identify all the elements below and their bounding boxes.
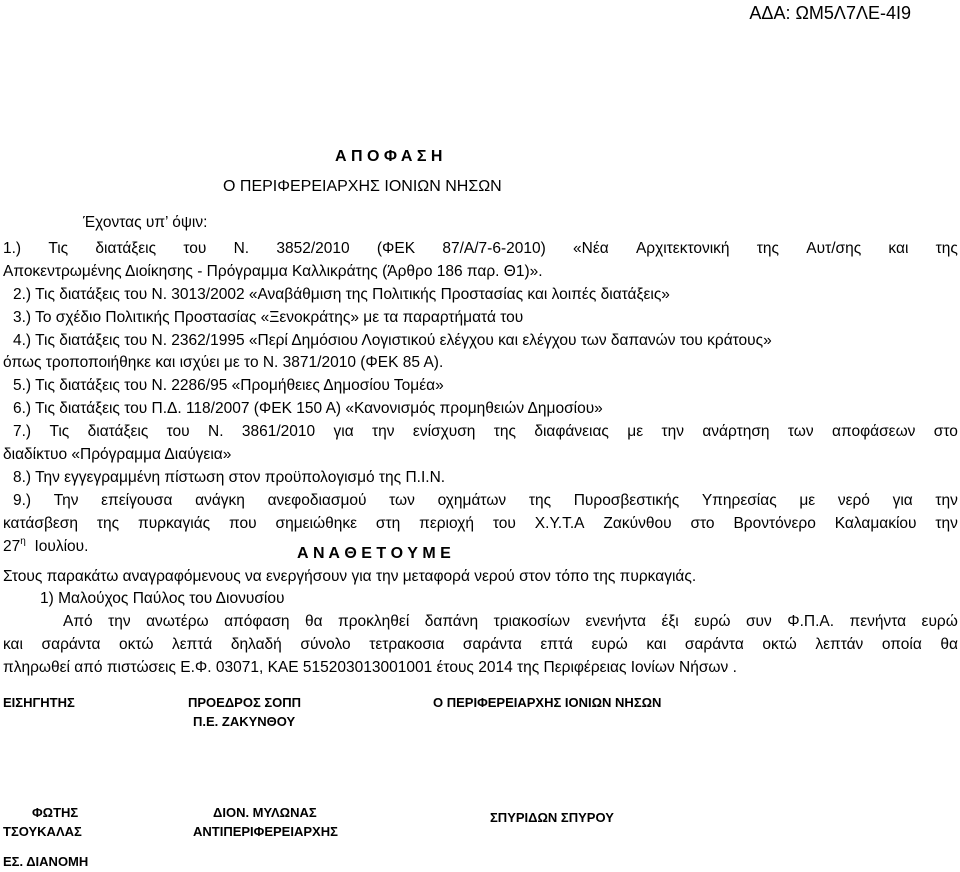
word: λεπτά xyxy=(172,636,213,653)
word: προκληθεί xyxy=(338,613,410,630)
word: τετρακοσια xyxy=(369,636,445,653)
word: διατάξεις xyxy=(87,423,149,440)
deputy-governor-title: ΑΝΤΙΠΕΡΙΦΕΡΕΙΑΡΧΗΣ xyxy=(193,824,338,839)
word: ανάγκη xyxy=(195,492,245,509)
word: συν xyxy=(745,613,772,630)
word: περιοχή xyxy=(419,515,474,532)
word: έξι xyxy=(661,613,679,630)
word: την xyxy=(935,515,958,532)
word: για xyxy=(333,423,354,440)
word: Αυτ/σης xyxy=(806,240,862,257)
word: 87/Α/7-6-2010) xyxy=(442,240,546,257)
word: Ζακύνθου xyxy=(603,515,672,532)
word: (ΦΕΚ xyxy=(376,240,416,257)
word: 3861/2010 xyxy=(241,423,316,440)
word: 3852/2010 xyxy=(276,240,350,257)
sopp-chair-title: ΠΡΟΕΔΡΟΣ ΣΟΠΠ xyxy=(188,695,302,710)
authority-heading: Ο ΠΕΡΙΦΕΡΕΙΑΡΧΗΣ ΙΟΝΙΩΝ ΝΗΣΩΝ xyxy=(223,178,502,195)
word: Τις xyxy=(48,240,69,257)
cost-line-2 xyxy=(3,635,958,655)
word: απόφαση xyxy=(224,613,290,630)
rapporteur-title: ΕΙΣΗΓΗΤΗΣ xyxy=(3,695,75,710)
cost-line-3: πληρωθεί από πιστώσεις Ε.Φ. 03071, ΚΑΕ 515203013001001 έτους 2014 της Περιφέρειας Ιονίων Νήσων . xyxy=(3,659,737,676)
word: και xyxy=(646,636,667,653)
decision-title: Α Π Ο Φ Α Σ Η xyxy=(335,148,443,165)
item-8: 8.) Την εγγεγραμμένη πίστωση στον προϋπολογισμό της Π.Ι.Ν. xyxy=(13,469,446,486)
deputy-governor-name: ΔΙΟΝ. ΜΥΛΩΝΑΣ xyxy=(213,805,317,820)
word: δηλαδή xyxy=(230,636,282,653)
word: των xyxy=(389,492,415,509)
word: ευρώ xyxy=(921,613,958,630)
word: Πυροσβεστικής xyxy=(573,492,680,509)
word: Καλαμακίου xyxy=(834,515,917,532)
item-6: 6.) Τις διατάξεις του Π.Δ. 118/2007 (ΦΕΚ 150 Α) «Κανονισμός προμηθειών Δημοσίου» xyxy=(13,400,603,417)
word: 9.) xyxy=(13,492,32,509)
word: Φ.Π.Α. xyxy=(787,613,835,630)
word: Ν. xyxy=(208,423,224,440)
word: επείγουσα xyxy=(101,492,173,509)
word: σύνολο xyxy=(300,636,351,653)
word: πυρκαγιάς xyxy=(138,515,211,532)
word: σαράντα xyxy=(462,636,522,653)
word: Χ.Υ.Τ.Α xyxy=(534,515,585,532)
word: ανωτέρω xyxy=(146,613,209,630)
word: της xyxy=(528,492,552,509)
item-9-line-1 xyxy=(13,491,958,511)
word: την xyxy=(661,423,684,440)
recipient-line: 1) Μαλούχος Παύλος του Διονυσίου xyxy=(40,590,285,607)
item-3: 3.) Το σχέδιο Πολιτικής Προστασίας «Ξενοκράτης» με τα παραρτήματά του xyxy=(13,309,524,326)
rapporteur-surname: ΤΣΟΥΚΑΛΑΣ xyxy=(3,824,82,839)
word: της xyxy=(493,423,516,440)
item-1-line-2: Αποκεντρωμένης Διοίκησης - Πρόγραμμα Καλλικράτης (Άρθρο 186 παρ. Θ1)». xyxy=(3,263,543,280)
word: ενενήντα xyxy=(585,613,646,630)
word: νερό xyxy=(837,492,870,509)
word: οκτώ xyxy=(762,636,797,653)
word: οκτώ xyxy=(119,636,154,653)
governor-title: Ο ΠΕΡΙΦΕΡΕΙΑΡΧΗΣ ΙΟΝΙΩΝ ΝΗΣΩΝ xyxy=(433,695,662,710)
word: Από xyxy=(63,613,93,630)
word: του xyxy=(166,423,190,440)
word: με xyxy=(627,423,644,440)
word: της xyxy=(96,515,120,532)
word: επτά xyxy=(540,636,573,653)
item-7-line-2: διαδίκτυο «Πρόγραμμα Διαύγεια» xyxy=(3,446,232,463)
decide-title: Α Ν Α Θ Ε Τ Ο Υ Μ Ε xyxy=(297,545,451,562)
word: του xyxy=(183,240,207,257)
word: οποία xyxy=(881,636,922,653)
word: στο xyxy=(933,423,958,440)
having-regard-label: Έχοντας υπ’ όψιν: xyxy=(83,214,208,231)
ada-code: ΑΔΑ: ΩΜ5Λ7ΛΕ-4Ι9 xyxy=(749,3,911,23)
word: Αρχιτεκτονική xyxy=(635,240,730,257)
cost-line-1 xyxy=(63,612,958,632)
word: στο xyxy=(690,515,715,532)
word: την xyxy=(935,492,958,509)
word: ανάρτηση xyxy=(702,423,770,440)
item-2: 2.) Τις διατάξεις του Ν. 3013/2002 «Αναβάθμιση της Πολιτικής Προστασίας και λοιπές διατάξεις» xyxy=(13,286,670,303)
word: λεπτάν xyxy=(815,636,864,653)
item-9-day-suffix: η xyxy=(20,536,26,547)
word: θα xyxy=(305,613,323,630)
word: των xyxy=(787,423,814,440)
internal-distribution: ΕΣ. ΔΙΑΝΟΜΗ xyxy=(3,854,89,869)
word: αποφάσεων xyxy=(832,423,916,440)
item-9-day: 27 xyxy=(3,538,21,555)
word: 7.) xyxy=(13,423,32,440)
word: και xyxy=(888,240,909,257)
governor-name: ΣΠΥΡΙΔΩΝ ΣΠΥΡΟΥ xyxy=(490,810,614,825)
word: για xyxy=(892,492,913,509)
word: της xyxy=(935,240,958,257)
word: Βροντόνερο xyxy=(733,515,816,532)
word: του xyxy=(492,515,516,532)
decide-text: Στους παρακάτω αναγραφόμενους να ενεργήσουν για την μεταφορά νερού στον τόπο της πυρκαγιάς. xyxy=(3,568,697,585)
word: κατάσβεση xyxy=(3,515,78,532)
item-1-line-1 xyxy=(3,239,958,259)
word: ευρώ xyxy=(694,613,731,630)
word: με xyxy=(799,492,816,509)
word: της xyxy=(756,240,780,257)
word: σαράντα xyxy=(684,636,744,653)
word: Τις xyxy=(49,423,70,440)
word: που xyxy=(229,515,257,532)
word: «Νέα xyxy=(573,240,609,257)
word: την xyxy=(108,613,131,630)
word: διαφάνειας xyxy=(534,423,609,440)
word: 1.) xyxy=(3,240,22,257)
item-4-line-2: όπως τροποποιήθηκε και ισχύει με το Ν. 3871/2010 (ΦΕΚ 85 Α). xyxy=(3,354,444,371)
item-9-line-2 xyxy=(3,514,958,534)
word: και xyxy=(3,636,23,653)
word: θα xyxy=(940,636,958,653)
word: την xyxy=(372,423,395,440)
word: δαπάνη xyxy=(424,613,479,630)
word: Υπηρεσίας xyxy=(701,492,777,509)
word: Ν. xyxy=(233,240,250,257)
sopp-chair-unit: Π.Ε. ΖΑΚΥΝΘΟΥ xyxy=(193,714,296,729)
word: τριακοσίων xyxy=(493,613,570,630)
word: σαράντα xyxy=(41,636,101,653)
rapporteur-first-name: ΦΩΤΗΣ xyxy=(32,805,79,820)
word: πενήντα xyxy=(849,613,907,630)
word: σημειώθηκε xyxy=(275,515,358,532)
word: ευρώ xyxy=(591,636,628,653)
word: οχημάτων xyxy=(437,492,507,509)
word: ανεφοδιασμού xyxy=(267,492,367,509)
item-5: 5.) Τις διατάξεις του Ν. 2286/95 «Προμήθειες Δημοσίου Τομέα» xyxy=(13,377,444,394)
item-4-line-1: 4.) Τις διατάξεις του Ν. 2362/1995 «Περί Δημόσιου Λογιστικού ελέγχου και ελέγχου των δαπανών του κράτους» xyxy=(13,332,772,349)
item-9-line-3 xyxy=(3,537,88,557)
item-9-month: Ιουλίου. xyxy=(34,538,89,555)
item-7-line-1 xyxy=(13,422,958,442)
word: στη xyxy=(375,515,401,532)
word: ενίσχυση xyxy=(412,423,476,440)
word: Την xyxy=(53,492,79,509)
word: διατάξεις xyxy=(95,240,157,257)
